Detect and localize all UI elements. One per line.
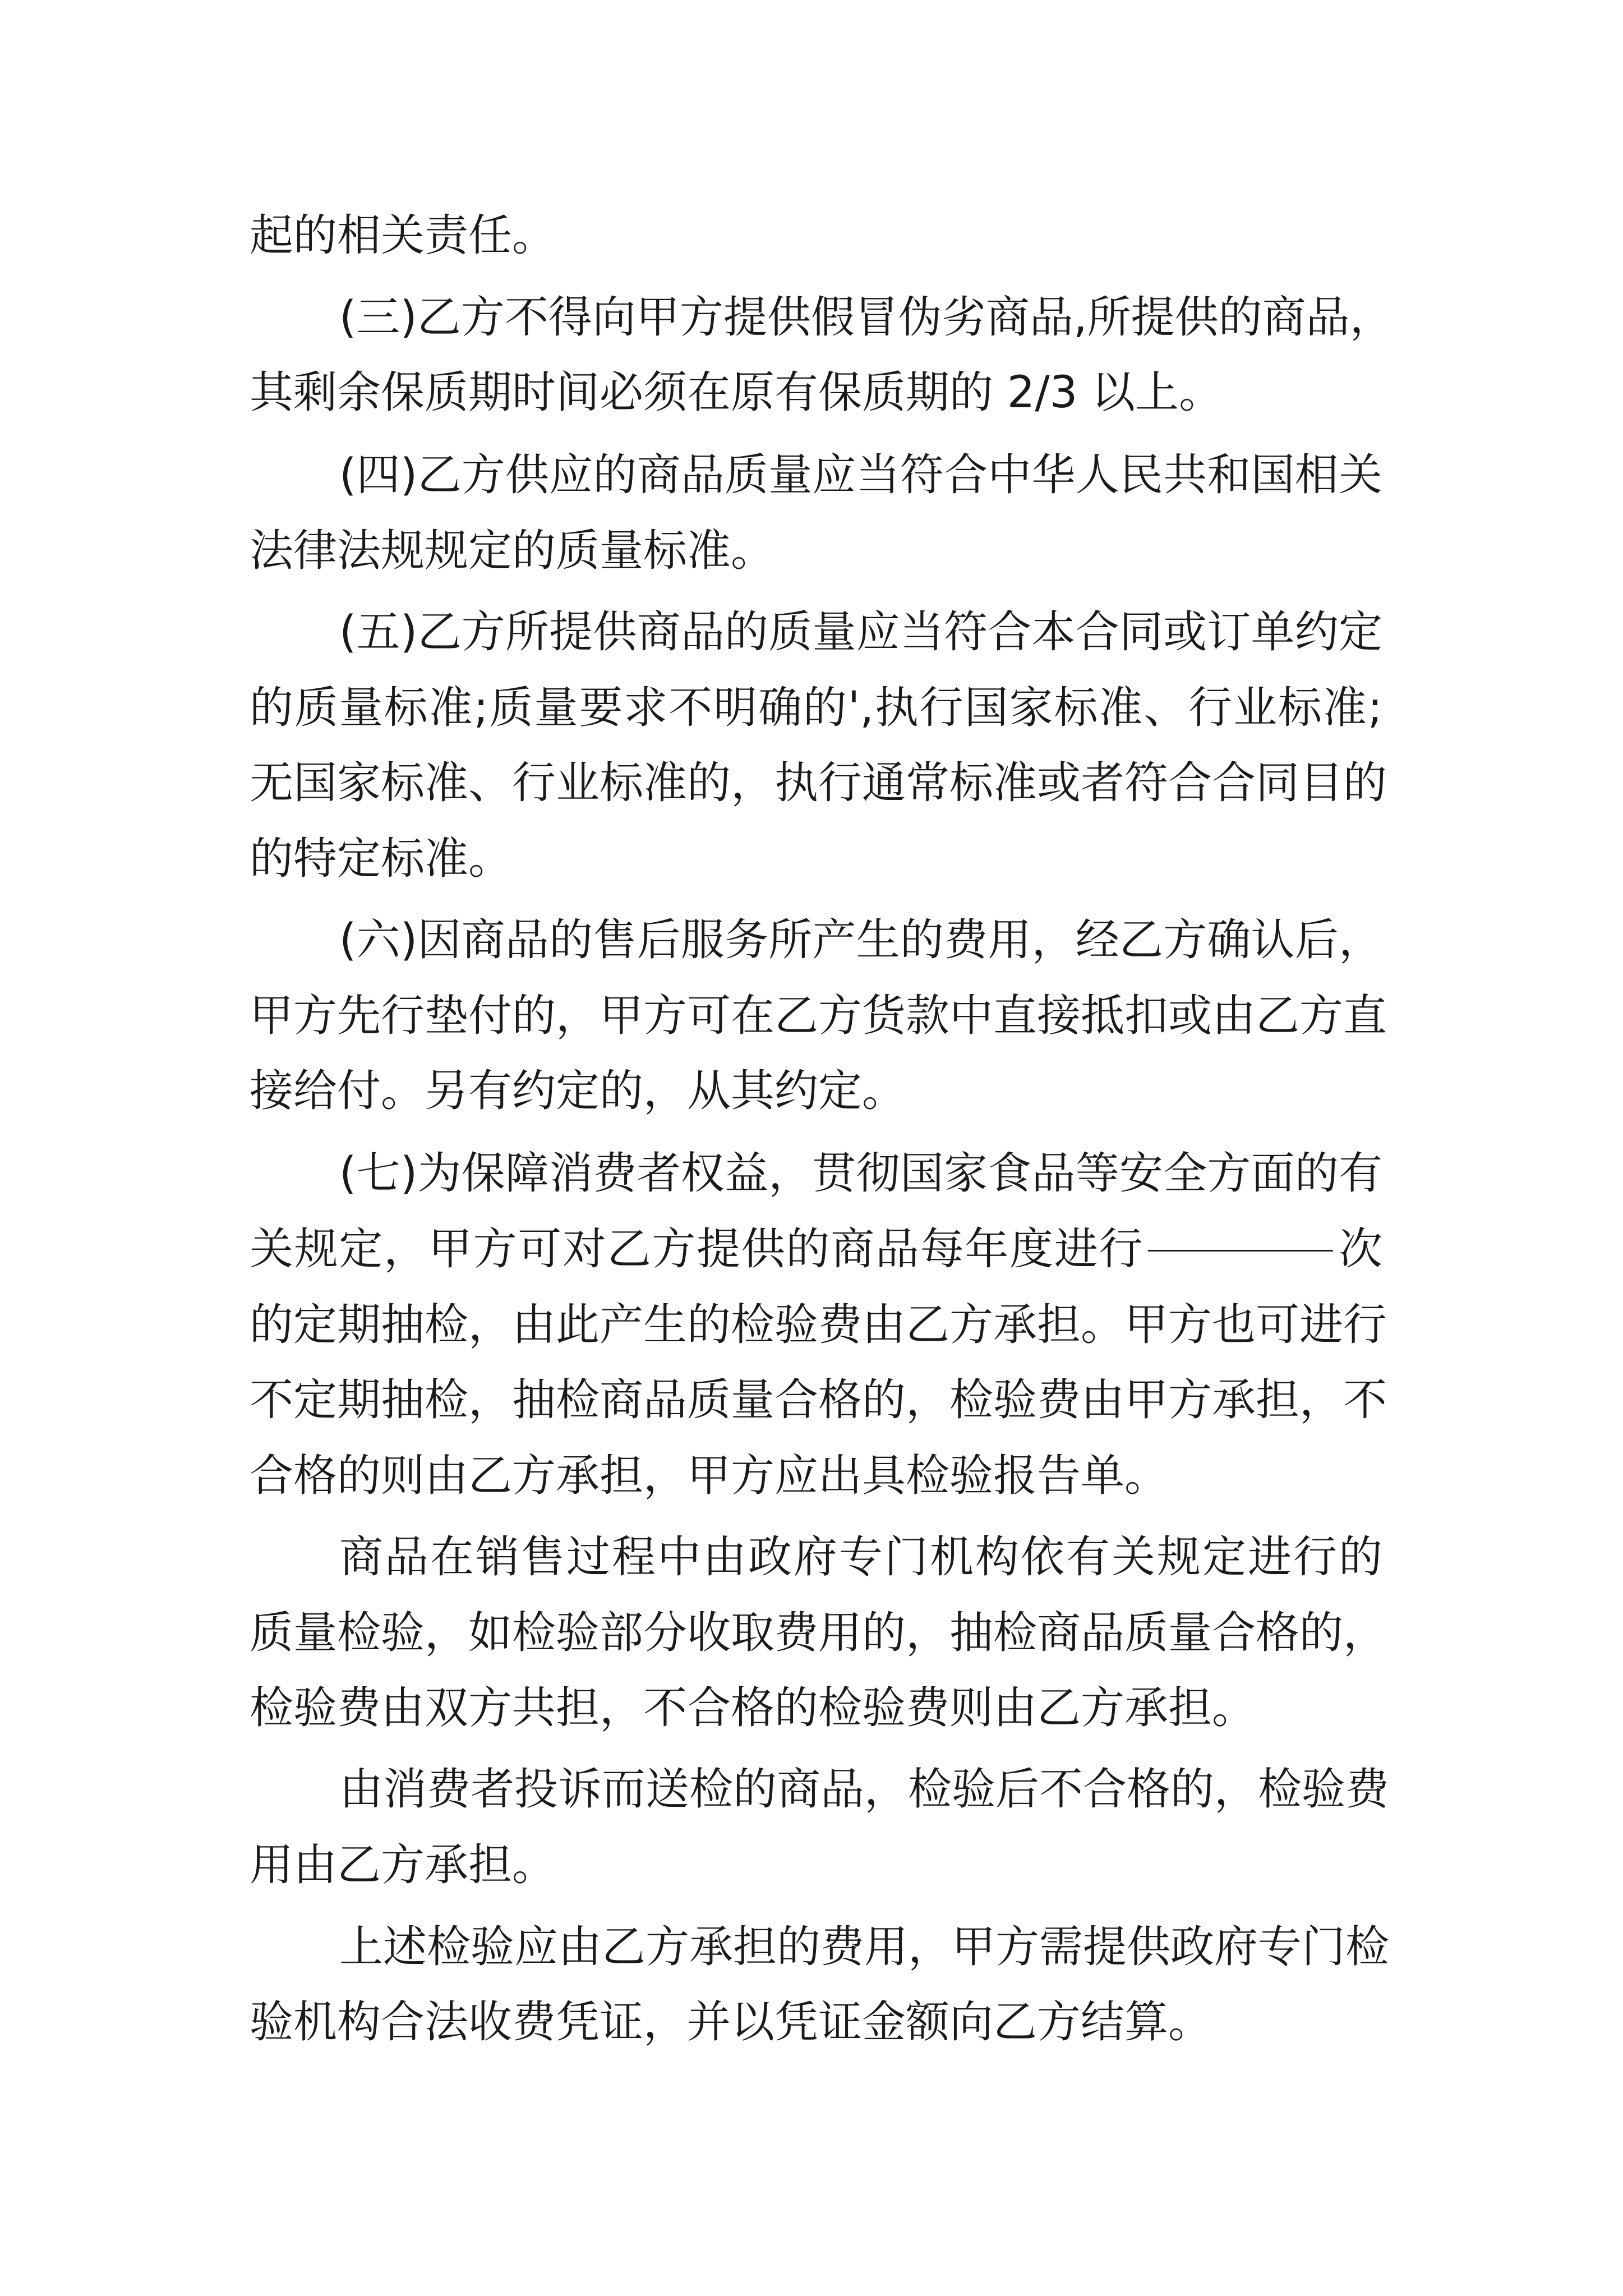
text-line: 其剩余保质期时间必须在原有保质期的 2/3 以上。: [250, 367, 1223, 418]
fill-in-blank[interactable]: [1148, 1248, 1333, 1251]
text-line: 质量检验，如检验部分收取费用的，抽检商品质量合格的，: [250, 1608, 1387, 1658]
text-line: (三)乙方不得向甲方提供假冒伪劣商品,所提供的商品，: [339, 292, 1394, 343]
text-line: 的质量标准;质量要求不明确的',执行国家标准、行业标准;: [250, 683, 1382, 733]
text-line: 用由乙方承担。: [250, 1840, 556, 1890]
text-line: 接给付。另有约定的，从其约定。: [250, 1066, 906, 1116]
text-line-with-blank: [250, 1213, 1382, 1285]
text-line: 合格的则由乙方承担，甲方应出具检验报告单。: [250, 1451, 1169, 1501]
text-segment: 次: [1338, 1224, 1382, 1274]
text-line: 商品在销售过程中由政府专门机构依有关规定进行的: [339, 1532, 1382, 1582]
text-line: 无国家标准、行业标准的，执行通常标准或者符合合同目的: [250, 758, 1387, 808]
text-line: 上述检验应由乙方承担的费用，甲方需提供政府专门检: [339, 1922, 1390, 1972]
text-line: (六)因商品的售后服务所产生的费用，经乙方确认后，: [339, 915, 1382, 965]
text-line: 由消费者投诉而送检的商品，检验后不合格的，检验费: [339, 1764, 1390, 1815]
text-line: 起的相关责任。: [250, 210, 556, 261]
text-line: 甲方先行垫付的，甲方可在乙方货款中直接抵扣或由乙方直: [250, 991, 1387, 1041]
text-line: 法律法规规定的质量标准。: [250, 526, 775, 576]
text-line: 不定期抽检，抽检商品质量合格的，检验费由甲方承担，不: [250, 1375, 1387, 1425]
text-line: 的特定标准。: [250, 834, 513, 884]
text-line: (五)乙方所提供商品的质量应当符合本合同或订单约定: [339, 607, 1382, 657]
text-line: 的定期抽检，由此产生的检验费由乙方承担。甲方也可进行: [250, 1300, 1387, 1350]
text-segment: 关规定，甲方可对乙方提供的商品每年度进行: [250, 1224, 1144, 1274]
text-line: 验机构合法收费凭证，并以凭证金额向乙方结算。: [250, 1997, 1212, 2047]
text-line: (四)乙方供应的商品质量应当符合中华人民共和国相关: [339, 450, 1382, 500]
text-line: (七)为保障消费者权益，贯彻国家食品等安全方面的有: [339, 1148, 1382, 1199]
text-line: 检验费由双方共担，不合格的检验费则由乙方承担。: [250, 1683, 1256, 1733]
